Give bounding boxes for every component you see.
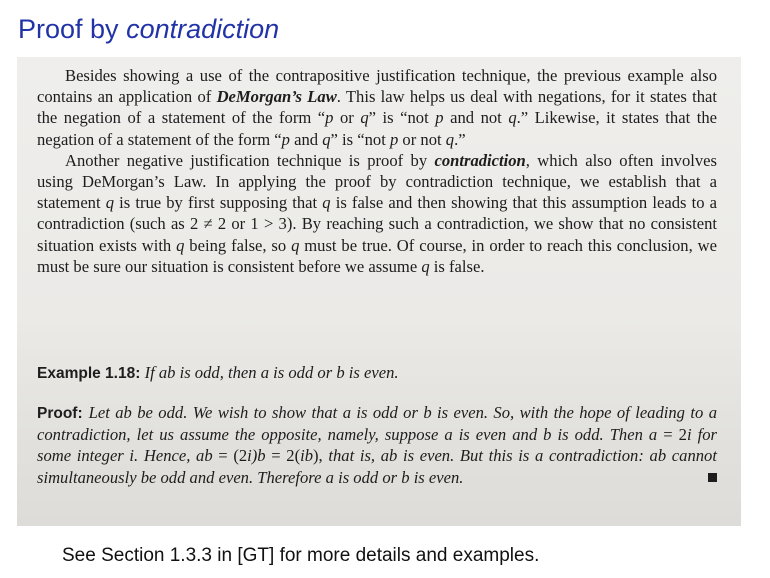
paragraph-demorgan: Besides showing a use of the contrapositive justification technique, the previous example also contains an application of DeMorgan’s Law. This law helps us deal with negations, for it states that the negation of a statement of the form “p or q” is “not p and not q.” Likewise, it states that the negation of a statement of the form “p and q” is “not p or not q.” — [37, 66, 717, 149]
proof-block: Proof: Let ab be odd. We wish to show that a is odd or b is even. So, with the hope of leading to a contradiction, let us assume the opposite, namely, suppose a is even and b is odd. Then a = 2i for some integer i. Hence, ab = (2i)b = 2(ib), that is, ab is even. But this is a contradiction: ab cannot simultaneously be odd and even. Therefore a is odd or b is even. — [37, 403, 718, 487]
qed-square-icon — [708, 473, 717, 482]
textbook-photo — [17, 57, 741, 526]
slide-footer-note: See Section 1.3.3 in [GT] for more details and examples. — [62, 545, 540, 566]
slide-title: Proof by contradiction — [18, 14, 280, 44]
textbook-body — [37, 65, 717, 277]
proof-label: Proof: — [37, 405, 83, 422]
example-label: Example 1.18: — [37, 365, 141, 382]
example-text: If ab is odd, then a is odd or b is even. — [144, 363, 399, 382]
paragraph-contradiction: Another negative justification technique is proof by contradiction, which also often involves using DeMorgan’s Law. In applying the proof by contradiction technique, we establish that a statement q is true by first supposing that q is false and then showing that this assumption leads to a contradiction (such as 2 ≠ 2 or 1 > 3). By reaching such a contradiction, we show that no consistent situation exists with q being false, so q must be true. Of course, in order to reach this conclusion, we must be sure our situation is consistent before we assume q is false. — [37, 150, 717, 276]
example-statement — [37, 363, 717, 383]
